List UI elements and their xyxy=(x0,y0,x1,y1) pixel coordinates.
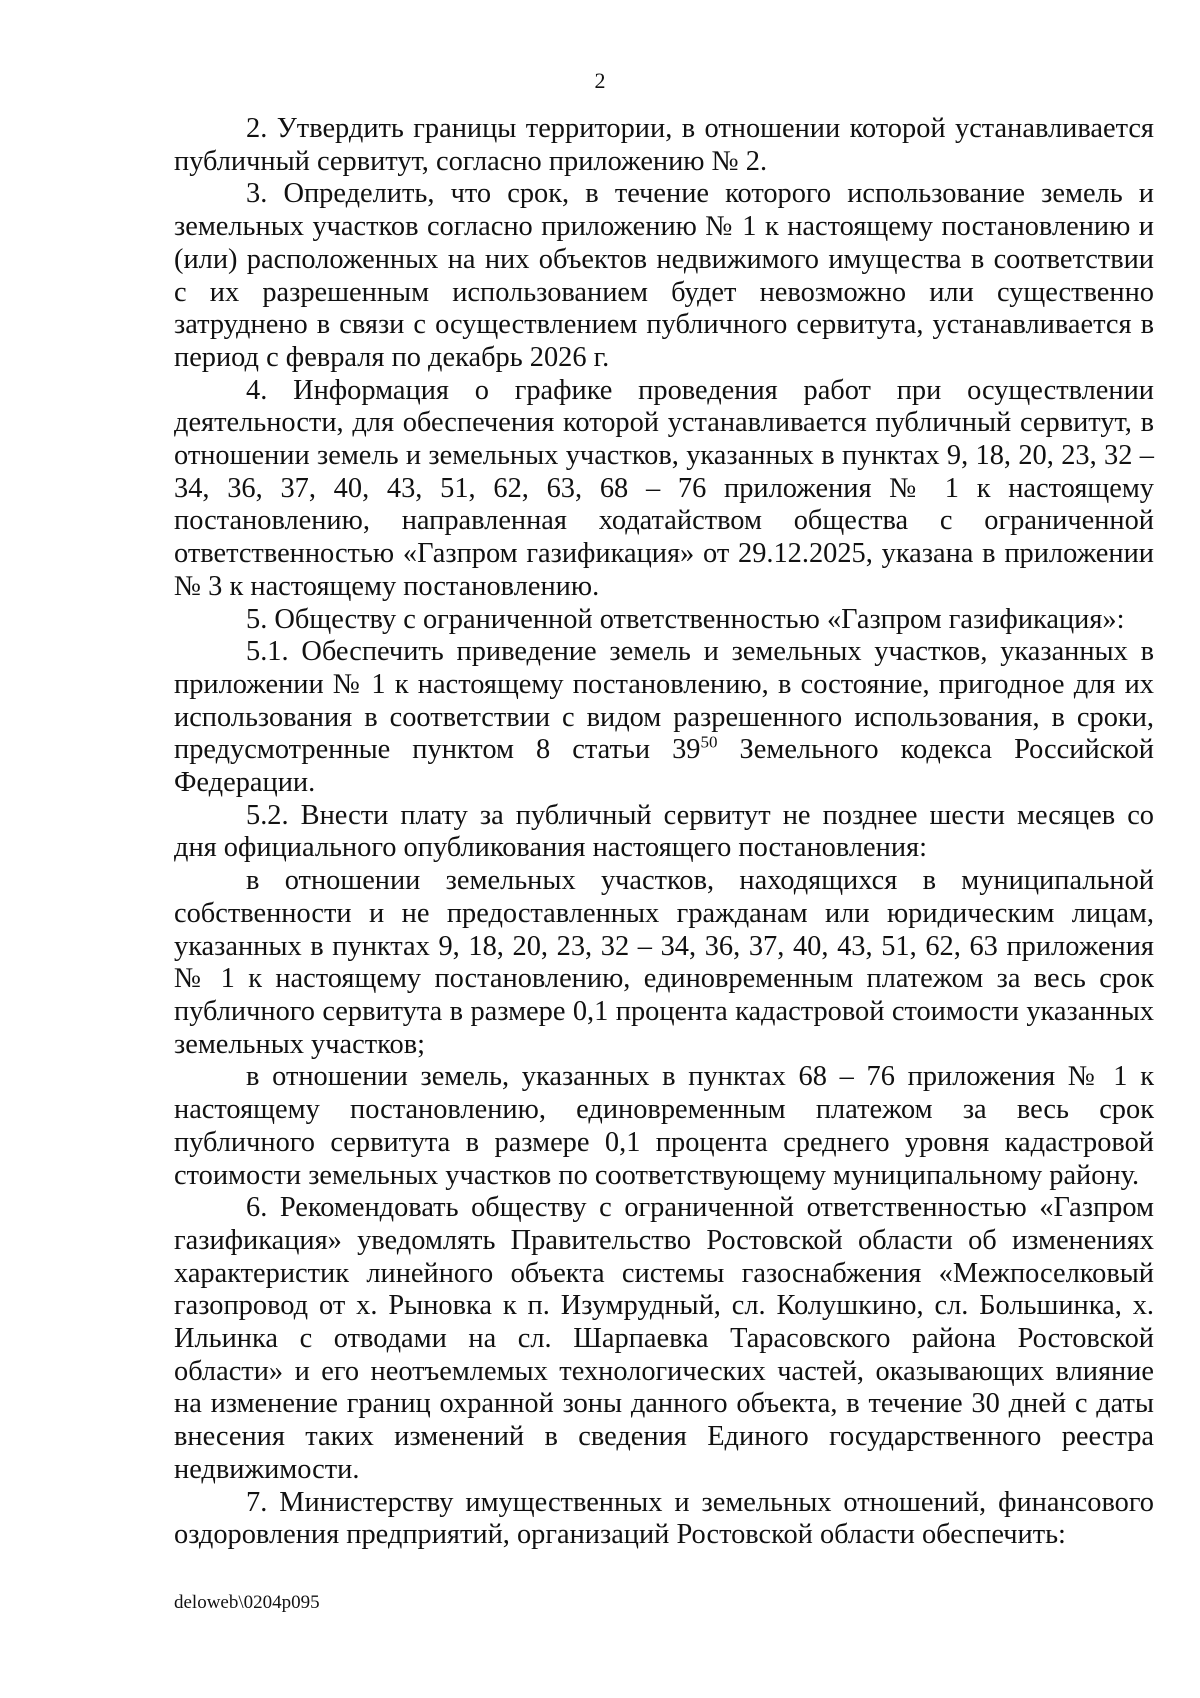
paragraph-5-1-superscript: 50 xyxy=(700,732,718,752)
document-body xyxy=(174,113,1154,1552)
paragraph-5-2: 5.2. Внести плату за публичный сервитут не позднее шести месяцев со дня официального опубликования настоящего постановления: xyxy=(174,799,1154,864)
paragraph-7: 7. Министерству имущественных и земельных отношений, финансового оздоровления предприятий, организаций Ростовской области обеспечить: xyxy=(174,1486,1154,1551)
paragraph-5-2-lands: в отношении земель, указанных в пунктах 68 – 76 приложения № 1 к настоящему постановлению, единовременным платежом за весь срок публичного сервитута в размере 0,1 процента среднего уровня кадастровой стоимости земельных участков по соответствующему муниципальному району. xyxy=(174,1061,1154,1191)
paragraph-3: 3. Определить, что срок, в течение которого использование земель и земельных участков согласно приложению № 1 к настоящему постановлению и (или) расположенных на них объектов недвижимого имущества в соответствии с их разрешенным использованием будет невозможно или существенно затруднено в связи с осуществлением публичного сервитута, устанавливается в период с февраля по декабрь 2026 г. xyxy=(174,178,1154,373)
paragraph-2: 2. Утвердить границы территории, в отношении которой устанавливается публичный сервитут, согласно приложению № 2. xyxy=(174,113,1154,177)
paragraph-5: 5. Обществу с ограниченной ответственностью «Газпром газификация»: xyxy=(246,603,1125,635)
paragraph-5-1-text: 5.1. Обеспечить приведение земель и земельных участков, указанных в приложении № 1 к настоящему постановлению, в состояние, пригодное для их использования в соответствии с видом разрешенного использования, в сроки, предусмотренные пунктом 8 статьи 39 xyxy=(174,636,1154,766)
paragraph-5-2-municipal: в отношении земельных участков, находящихся в муниципальной собственности и не предоставленных гражданам или юридическим лицам, указанных в пунктах 9, 18, 20, 23, 32 – 34, 36, 37, 40, 43, 51, 62, 63 приложения № 1 к настоящему постановлению, единовременным платежом за весь срок публичного сервитута в размере 0,1 процента кадастровой стоимости указанных земельных участков; xyxy=(174,865,1154,1060)
footer-document-code: deloweb\0204p095 xyxy=(174,1592,320,1613)
paragraph-6: 6. Рекомендовать обществу с ограниченной ответственностью «Газпром газификация» уведомлять Правительство Ростовской области об изменениях характеристик линейного объекта системы газоснабжения «Межпоселковый газопровод от х. Рыновка к п. Изумрудный, сл. Колушкино, сл. Большинка, х. Ильинка с отводами на сл. Шарпаевка Тарасовского района Ростовской области» и его неотъемлемых технологических частей, оказывающих влияние на изменение границ охранной зоны данного объекта, в течение 30 дней с даты внесения таких изменений в сведения Единого государственного реестра недвижимости. xyxy=(174,1192,1154,1485)
paragraph-5-1 xyxy=(174,636,1154,800)
paragraph-5-1-text-after: Земельного кодекса Российской Федерации. xyxy=(174,734,1154,799)
paragraph-4: 4. Информация о графике проведения работ при осуществлении деятельности, для обеспечения которой устанавливается публичный сервитут, в отношении земель и земельных участков, указанных в пунктах 9, 18, 20, 23, 32 – 34, 36, 37, 40, 43, 51, 62, 63, 68 – 76 приложения № 1 к настоящему постановлению, направленная ходатайством общества с ограниченной ответственностью «Газпром газификация» от 29.12.2025, указана в приложении № 3 к настоящему постановлению. xyxy=(174,374,1154,602)
page-number: 2 xyxy=(594,68,606,93)
